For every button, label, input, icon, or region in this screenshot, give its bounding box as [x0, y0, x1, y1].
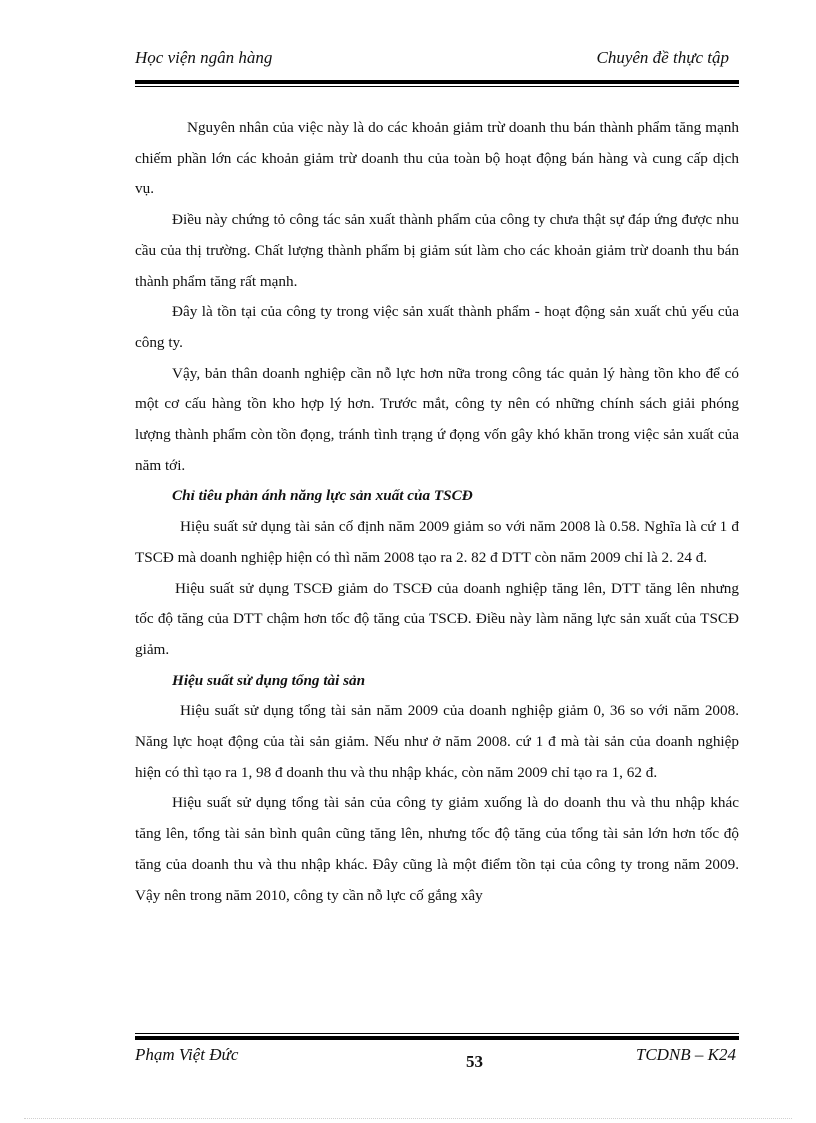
header-institution: Học viện ngân hàng — [135, 48, 273, 67]
footer-class-code: TCDNB – K24 — [635, 1045, 736, 1064]
page-edge-divider — [24, 1118, 792, 1119]
page-number: 53 — [466, 1052, 483, 1071]
paragraph: Hiệu suất sử dụng tài sản cố định năm 2009 giảm so với năm 2008 là 0.58. Nghĩa là cứ 1 đ TSCĐ mà doanh nghiệp hiện có thì năm 2008 tạo ra 2. 82 đ DTT còn năm 2009 chỉ là 2. 24 đ. — [135, 518, 739, 566]
paragraph: Nguyên nhân của việc này là do các khoản giảm trừ doanh thu bán thành phẩm tăng mạnh chiếm phần lớn các khoản giảm trừ doanh thu của toàn bộ hoạt động bán hàng và cung cấp dịch vụ. — [135, 119, 739, 198]
footer-rule-thick — [135, 1036, 739, 1040]
header-document-type: Chuyên đề thực tập — [596, 48, 729, 67]
paragraph: Điều này chứng tỏ công tác sản xuất thành phẩm của công ty chưa thật sự đáp ứng được nhu cầu của thị trường. Chất lượng thành phẩm bị giảm sút làm cho các khoản giảm trừ doanh thu bán thành phẩm tăng rất mạnh. — [135, 211, 739, 290]
footer-author: Phạm Việt Đức — [135, 1045, 239, 1064]
paragraph: Hiệu suất sử dụng tổng tài sản năm 2009 của doanh nghiệp giảm 0, 36 so với năm 2008. Năng lực hoạt động của tài sản giảm. Nếu như ở năm 2008. cứ 1 đ mà tài sản của doanh nghiệp hiện có thì tạo ra 1, 98 đ doanh thu và thu nhập khác, còn năm 2009 chỉ tạo ra 1, 62 đ. — [135, 702, 739, 781]
paragraph: Đây là tồn tại của công ty trong việc sản xuất thành phẩm - hoạt động sản xuất chủ yếu của công ty. — [135, 303, 739, 351]
page-header — [135, 48, 739, 72]
header-rule-thin — [135, 86, 739, 87]
section-heading: Chỉ tiêu phản ánh năng lực sản xuất của TSCĐ — [172, 487, 473, 505]
section-heading: Hiệu suất sử dụng tổng tài sản — [172, 671, 366, 689]
header-rule-thick — [135, 80, 739, 84]
footer-rule-thin — [135, 1033, 739, 1034]
paragraph: Vậy, bản thân doanh nghiệp cần nỗ lực hơn nữa trong công tác quản lý hàng tồn kho để có một cơ cấu hàng tồn kho hợp lý hơn. Trước mắt, công ty nên có những chính sách giải phóng lượng thành phẩm còn tồn đọng, tránh tình trạng ứ đọng vốn gây khó khăn trong việc sản xuất của năm tới. — [135, 364, 739, 474]
paragraph: Hiệu suất sử dụng tổng tài sản của công ty giảm xuống là do doanh thu và thu nhập khác tăng lên, tổng tài sản bình quân cũng tăng lên, nhưng tốc độ tăng của tổng tài sản lớn hơn tốc độ tăng của doanh thu và thu nhập khác. Đây cũng là một điểm tồn tại của công ty trong năm 2009. Vậy nên trong năm 2010, công ty cần nỗ lực cố gắng xây — [135, 794, 739, 904]
body-text — [135, 113, 739, 911]
paragraph: Hiệu suất sử dụng TSCĐ giảm do TSCĐ của doanh nghiệp tăng lên, DTT tăng lên nhưng tốc độ tăng của DTT chậm hơn tốc độ tăng của TSCĐ. Điều này làm năng lực sản xuất của TSCĐ giảm. — [135, 579, 739, 658]
